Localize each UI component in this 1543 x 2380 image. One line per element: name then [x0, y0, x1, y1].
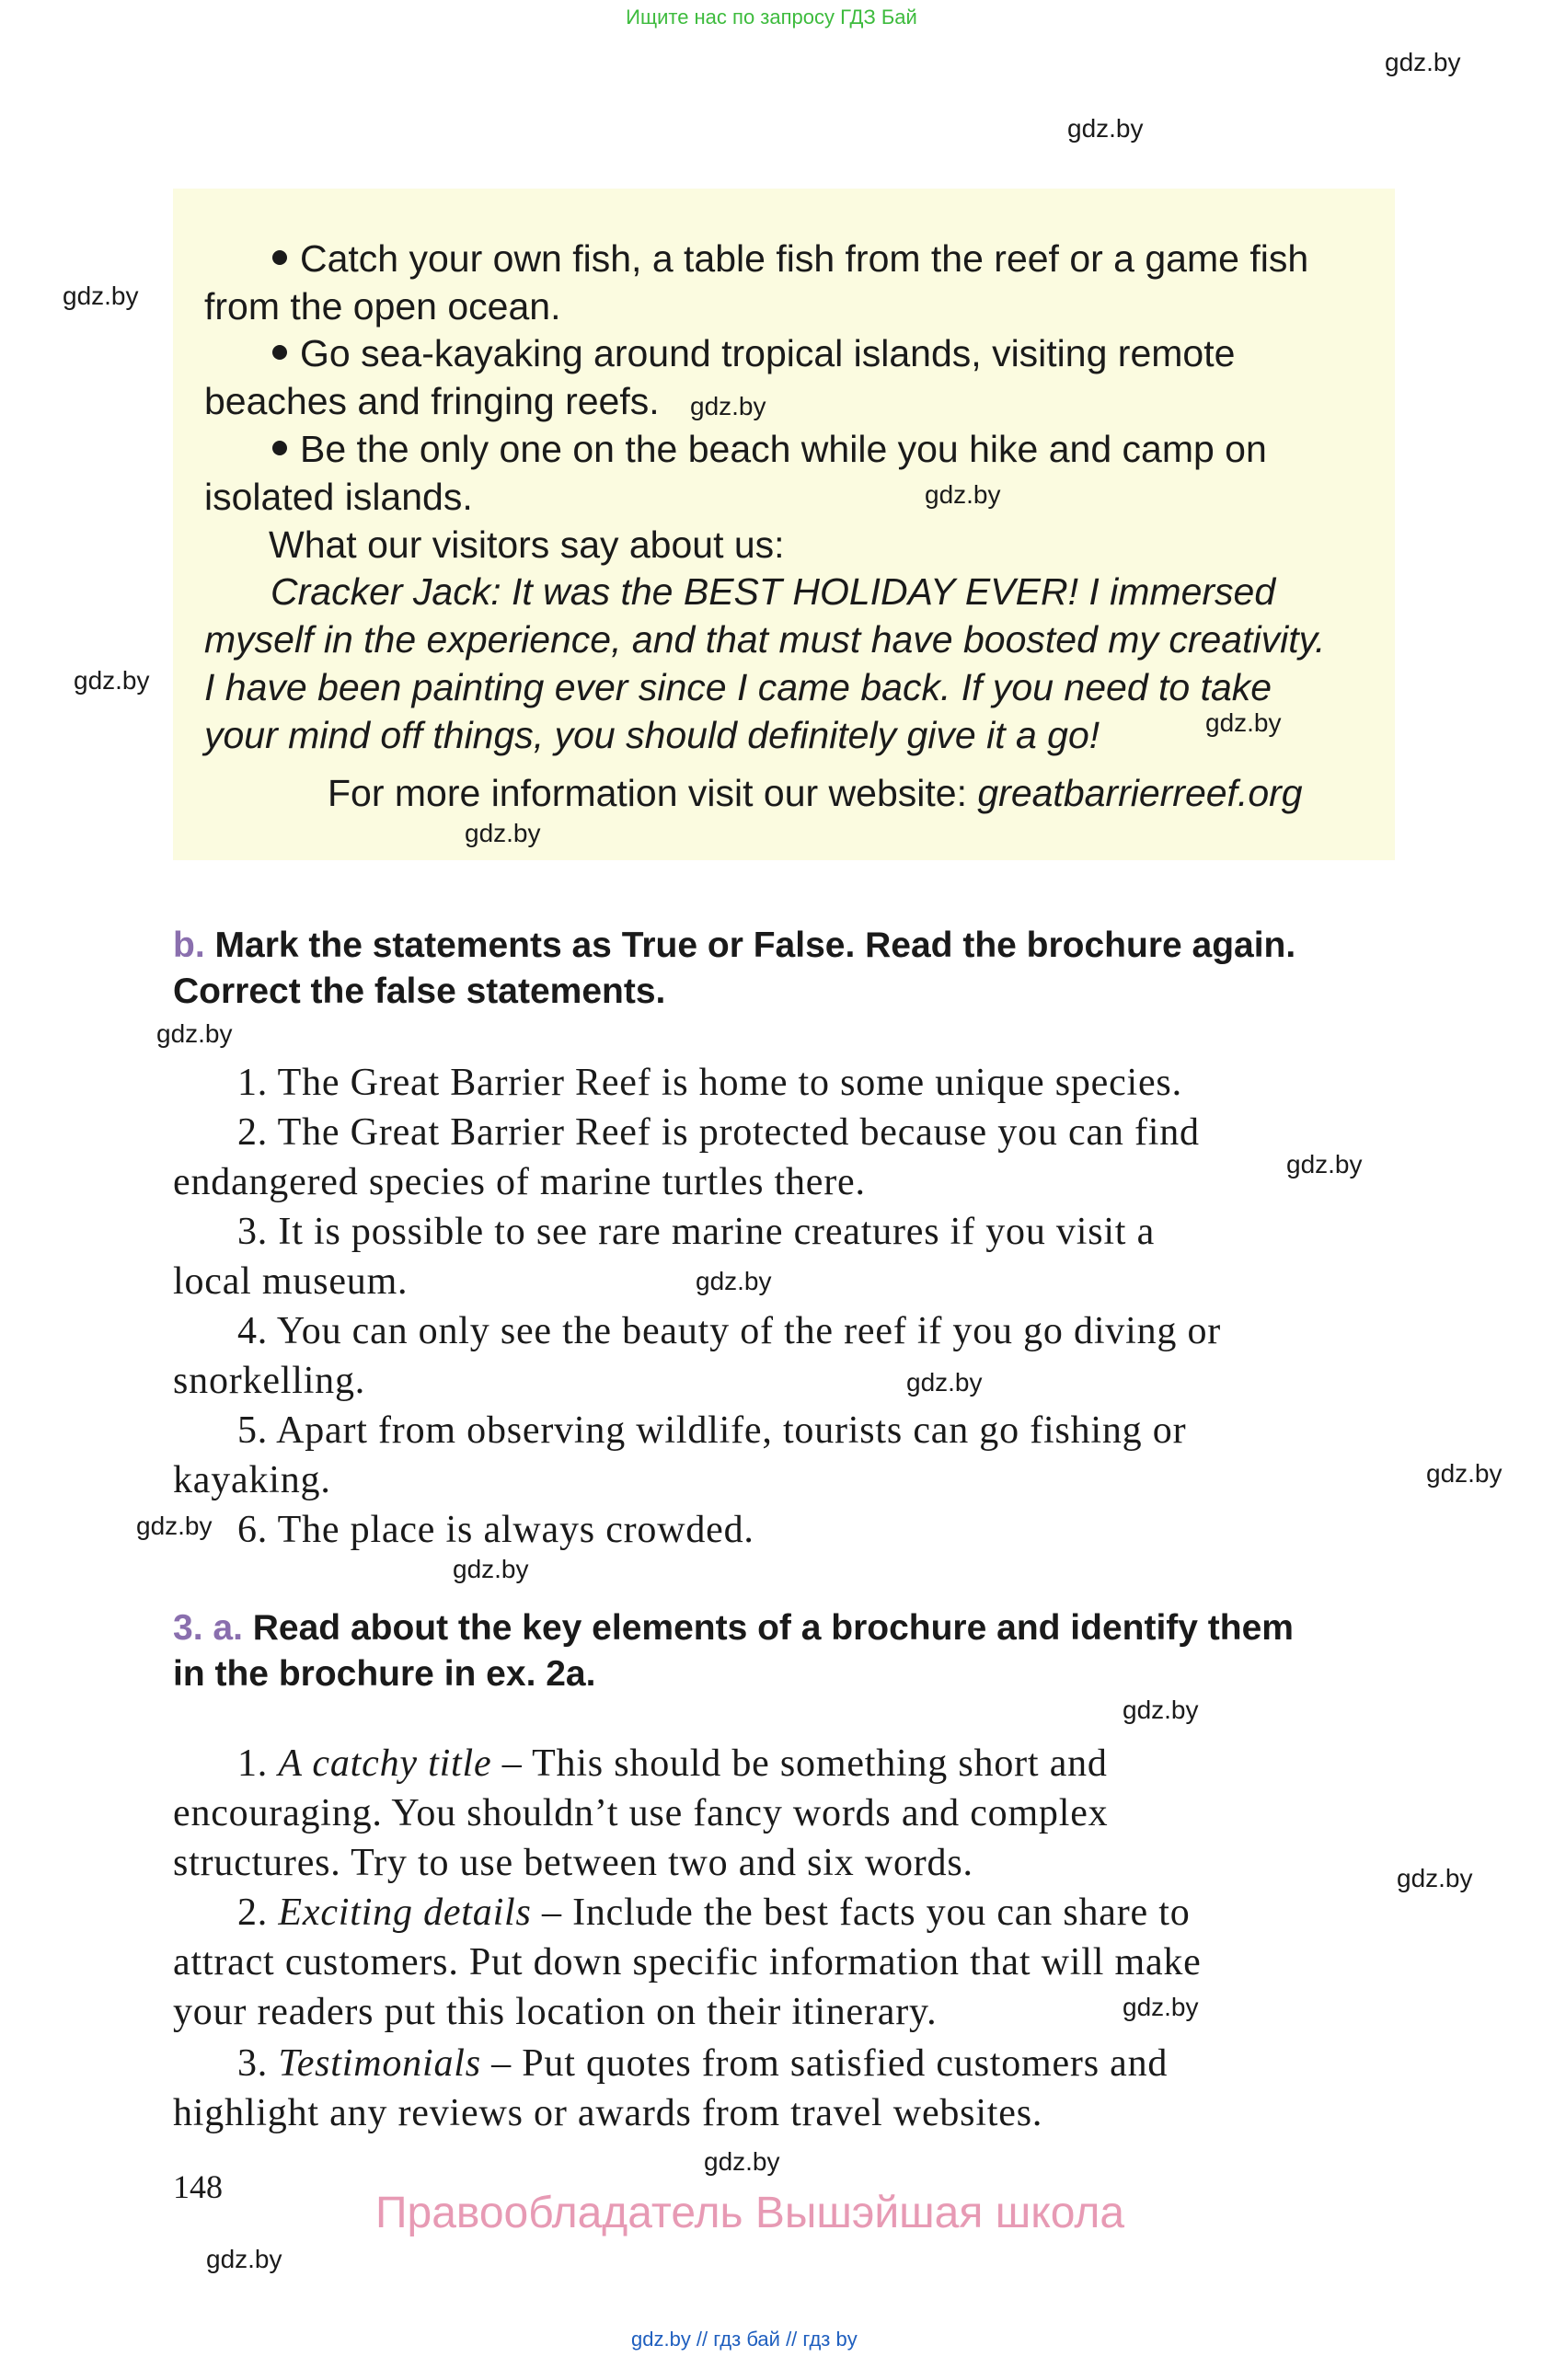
- statement-1: 1. The Great Barrier Reef is home to some unique species.: [237, 1062, 1182, 1104]
- footer-links[interactable]: gdz.by // гдз бай // гдз by: [631, 2328, 858, 2351]
- task-b-heading: b. Mark the statements as True or False. Read the brochure again.: [173, 926, 1296, 965]
- statement-2: 2. The Great Barrier Reef is protected because you can find: [237, 1111, 1200, 1154]
- element-3-line2: highlight any reviews or awards from travel websites.: [173, 2092, 1043, 2134]
- watermark: gdz.by: [925, 480, 1001, 509]
- watermark: gdz.by: [1123, 1696, 1199, 1724]
- watermark: gdz.by: [1123, 1993, 1199, 2021]
- watermark: gdz.by: [465, 819, 541, 847]
- watermark: gdz.by: [206, 2245, 282, 2273]
- bullet-icon: [272, 441, 287, 455]
- watermark: gdz.by: [906, 1368, 983, 1397]
- watermark: gdz.by: [453, 1555, 529, 1583]
- element-1-line2: encouraging. You shouldn’t use fancy words and complex: [173, 1792, 1109, 1834]
- page-number: 148: [173, 2168, 223, 2205]
- element-2-line2: attract customers. Put down specific information that will make: [173, 1941, 1202, 1983]
- website-link: greatbarrierreef.org: [977, 772, 1303, 814]
- brochure-bullet-3-cont: isolated islands.: [204, 476, 473, 518]
- element-term: A catchy title: [278, 1742, 492, 1785]
- brochure-bullet-2-cont: beaches and fringing reefs.: [204, 380, 660, 422]
- watermark: gdz.by: [1205, 708, 1282, 737]
- watermark: gdz.by: [690, 392, 766, 420]
- task-letter: a.: [213, 1608, 243, 1648]
- bullet-icon: [272, 345, 287, 360]
- brochure-bullet-2: Go sea-kayaking around tropical islands, visiting remote: [272, 329, 1235, 377]
- testimonial-line: Cracker Jack: It was the BEST HOLIDAY EVER! I immersed: [271, 570, 1276, 613]
- watermark: gdz.by: [74, 666, 150, 695]
- testimonial-line: myself in the experience, and that must have boosted my creativity.: [204, 618, 1326, 661]
- watermark: gdz.by: [1067, 114, 1144, 143]
- statement-5-cont: kayaking.: [173, 1459, 331, 1501]
- visitors-heading: What our visitors say about us:: [269, 523, 785, 566]
- watermark: gdz.by: [63, 282, 139, 310]
- element-3: 3. Testimonials – Put quotes from satisfied customers and: [237, 2042, 1169, 2085]
- task-number: 3.: [173, 1608, 203, 1648]
- watermark: gdz.by: [1286, 1150, 1363, 1179]
- statement-3-cont: local museum.: [173, 1260, 409, 1303]
- statement-5: 5. Apart from observing wildlife, tourists can go fishing or: [237, 1409, 1187, 1452]
- statement-3: 3. It is possible to see rare marine creatures if you visit a: [237, 1211, 1156, 1253]
- statement-4-cont: snorkelling.: [173, 1360, 366, 1402]
- more-info: For more information visit our website: greatbarrierreef.org: [328, 772, 1303, 814]
- watermark: gdz.by: [696, 1267, 772, 1295]
- top-banner: Ищите нас по запросу ГДЗ Бай: [626, 6, 917, 29]
- testimonial-line: your mind off things, you should definitely give it a go!: [204, 714, 1100, 756]
- element-1: 1. A catchy title – This should be something short and: [237, 1742, 1108, 1785]
- element-term: Exciting details: [278, 1891, 532, 1934]
- brochure-bullet-1-cont: from the open ocean.: [204, 285, 561, 328]
- watermark: gdz.by: [704, 2147, 780, 2176]
- watermark: gdz.by: [136, 1512, 213, 1540]
- element-2-line3: your readers put this location on their itinerary.: [173, 1991, 938, 2033]
- bullet-icon: [272, 250, 287, 265]
- watermark: gdz.by: [1426, 1459, 1503, 1488]
- task-letter: b.: [173, 926, 205, 965]
- statement-4: 4. You can only see the beauty of the reef if you go diving or: [237, 1310, 1222, 1352]
- element-2: 2. Exciting details – Include the best facts you can share to: [237, 1891, 1191, 1934]
- watermark: gdz.by: [156, 1019, 233, 1048]
- brochure-bullet-3: Be the only one on the beach while you hike and camp on: [272, 425, 1267, 473]
- statement-6: 6. The place is always crowded.: [237, 1509, 754, 1551]
- statement-2-cont: endangered species of marine turtles there.: [173, 1161, 866, 1203]
- task-3a-heading: 3. a. Read about the key elements of a brochure and identify them: [173, 1608, 1294, 1648]
- task-b-heading-cont: Correct the false statements.: [173, 972, 666, 1011]
- brochure-bullet-1: Catch your own fish, a table fish from the reef or a game fish: [272, 235, 1308, 282]
- element-1-line3: structures. Try to use between two and six words.: [173, 1842, 973, 1884]
- element-term: Testimonials: [278, 2042, 481, 2085]
- testimonial-line: I have been painting ever since I came back. If you need to take: [204, 666, 1272, 708]
- watermark: gdz.by: [1397, 1864, 1473, 1892]
- watermark: gdz.by: [1385, 48, 1461, 76]
- copyright-notice: Правообладатель Вышэйшая школа: [375, 2189, 1125, 2237]
- task-3a-heading-cont: in the brochure in ex. 2a.: [173, 1654, 596, 1694]
